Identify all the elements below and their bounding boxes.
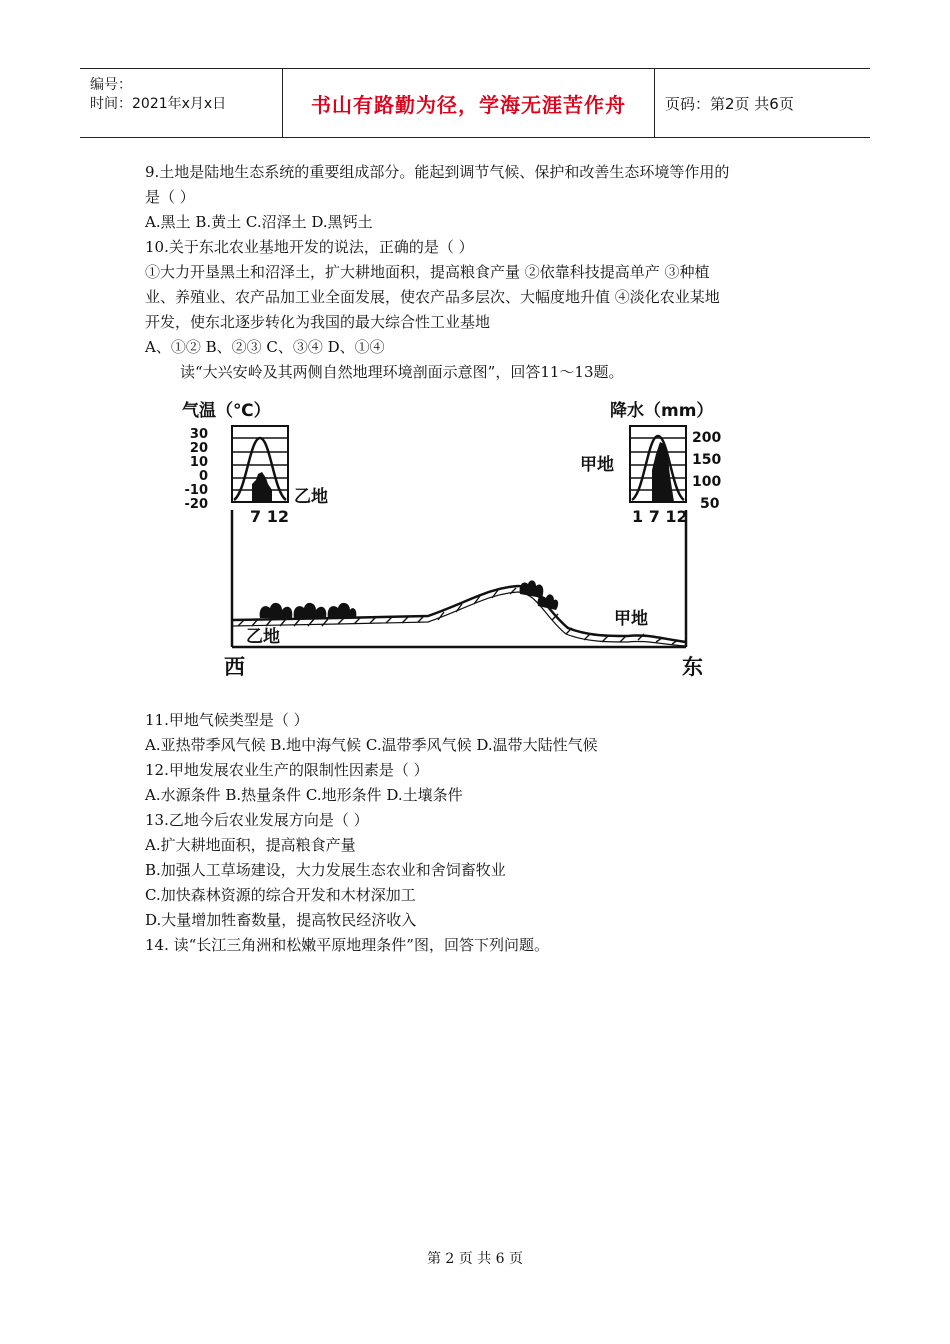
q13-option-a: A.扩大耕地面积，提高粮食产量 — [145, 836, 356, 854]
q9-stem: 9.土地是陆地生态系统的重要组成部分。能起到调节气候、保护和改善生态环境等作用的 — [145, 163, 730, 181]
rain-tick-50: 50 — [700, 496, 720, 512]
serial-label: 编号： — [90, 77, 132, 93]
q10-stem: 10.关于东北农业基地开发的说法，正确的是（ ） — [145, 238, 474, 256]
west-label: 西 — [224, 655, 245, 679]
east-label: 东 — [682, 655, 703, 679]
q11-options: A.亚热带季风气候 B.地中海气候 C.温带季风气候 D.温带大陆性气候 — [145, 736, 598, 754]
time-label: 时间：2021年x月x日 — [90, 96, 227, 112]
rain-title: 降水（mm） — [610, 401, 714, 421]
rain-tick-150: 150 — [692, 452, 722, 468]
q12-options: A.水源条件 B.热量条件 C.地形条件 D.土壤条件 — [145, 786, 463, 804]
jia-chart-label: 甲地 — [580, 455, 614, 475]
header-page-cell — [655, 69, 870, 137]
temp-tick-20: 20 — [189, 441, 208, 456]
q10-statement-2: 业、养殖业、农产品加工业全面发展，使农产品多层次、大幅度地升值 ④淡化农业某地 — [145, 288, 720, 306]
q10-statement-1: ①大力开垦黑土和沼泽土，扩大耕地面积，提高粮食产量 ②依靠科技提高单产 ③种植 — [145, 263, 710, 281]
q10-statement-3: 开发，使东北逐步转化为我国的最大综合性工业基地 — [145, 313, 491, 331]
profile-diagram — [168, 392, 728, 692]
header-page-info: 页码：第2页 共6页 — [665, 94, 794, 113]
q12-stem: 12.甲地发展农业生产的限制性因素是（ ） — [145, 761, 429, 779]
q13-option-b: B.加强人工草场建设，大力发展生态农业和舍饲畜牧业 — [145, 861, 506, 879]
temp-months: 7 12 — [250, 507, 289, 526]
yi-ground-label: 乙地 — [246, 627, 280, 647]
figure-intro: 读“大兴安岭及其两侧自然地理环境剖面示意图”，回答11～13题。 — [180, 363, 624, 381]
q13-stem: 13.乙地今后农业发展方向是（ ） — [145, 811, 369, 829]
profile-diagram-svg — [168, 392, 728, 692]
page-header — [80, 68, 870, 138]
q11-stem: 11.甲地气候类型是（ ） — [145, 711, 309, 729]
temp-tick-10: 10 — [189, 455, 208, 470]
rain-months: 1 7 12 — [632, 507, 688, 526]
q10-options: A、①② B、②③ C、③④ D、①④ — [145, 338, 385, 356]
temp-title: 气温（℃） — [182, 401, 271, 421]
rain-tick-200: 200 — [692, 430, 722, 446]
page-footer: 第 2 页 共 6 页 — [426, 1251, 524, 1267]
temp-tick-neg10: -10 — [184, 483, 208, 498]
header-meta — [80, 69, 283, 137]
q9-stem-cont: 是（ ） — [145, 188, 195, 206]
temp-tick-0: 0 — [198, 469, 208, 484]
jia-ground-label: 甲地 — [614, 609, 648, 629]
q9-options: A.黑土 B.黄土 C.沼泽土 D.黑钙土 — [145, 213, 373, 231]
header-motto-cell — [283, 69, 655, 137]
temp-tick-30: 30 — [189, 427, 208, 442]
q13-option-c: C.加快森林资源的综合开发和木材深加工 — [145, 886, 416, 904]
yi-chart-label: 乙地 — [294, 487, 328, 507]
header-motto: 书山有路勤为径，学海无涯苦作舟 — [311, 92, 626, 117]
rain-tick-100: 100 — [692, 474, 722, 490]
q13-option-d: D.大量增加牲畜数量，提高牧民经济收入 — [145, 911, 417, 929]
q14-stem: 14. 读“长江三角洲和松嫩平原地理条件”图，回答下列问题。 — [145, 936, 549, 954]
temp-tick-neg20: -20 — [184, 497, 208, 512]
